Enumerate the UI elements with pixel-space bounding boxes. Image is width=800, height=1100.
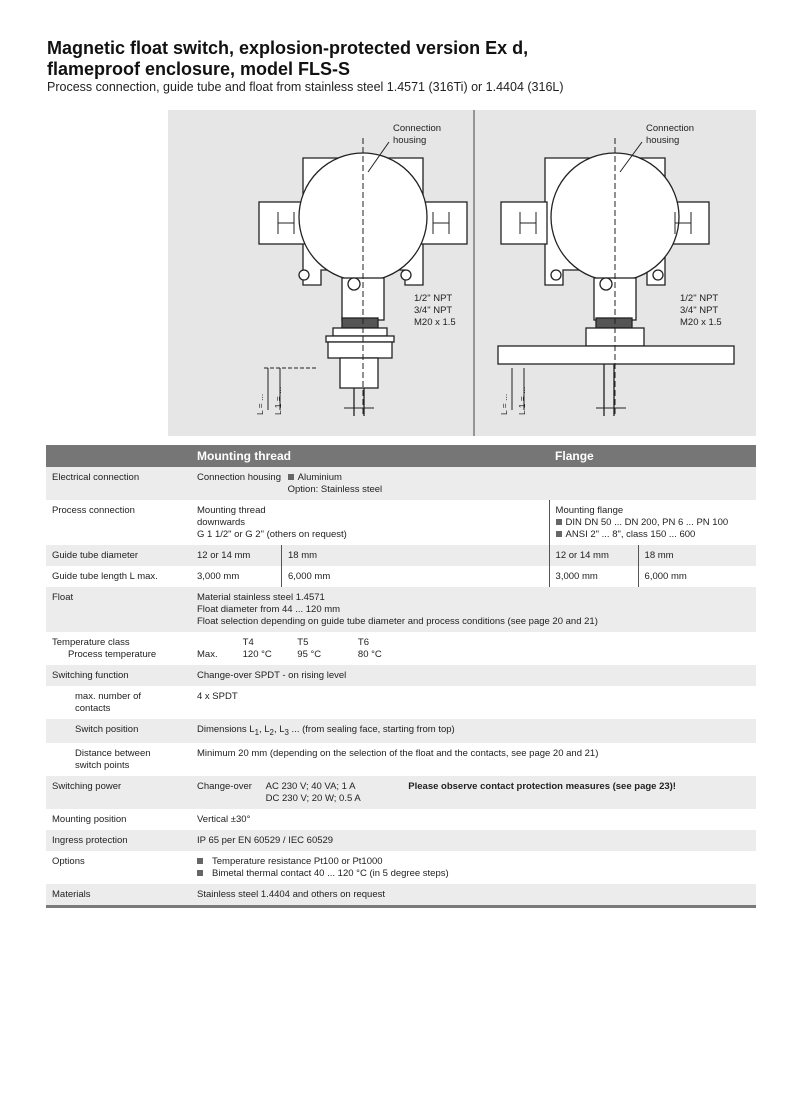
row-options: Options Temperature resistance Pt100 or Pt1000 Bimetal thermal contact 40 ... 120 °C (in 5 degree steps) (52, 855, 449, 879)
page-title (47, 38, 528, 80)
row-switching-function: Switching function Change-over SPDT - on rising level (46, 665, 756, 686)
title-line-1: Magnetic float switch, explosion-protected version Ex d, (47, 38, 529, 58)
row-materials: Materials Stainless steel 1.4404 and others on request (46, 884, 756, 907)
row-distance: Distance between switch points Minimum 20 mm (depending on the selection of the float and the contacts, see page 20 and 21) (75, 747, 599, 771)
drawing-svg (168, 110, 756, 436)
left-housing-label: Connection housing (393, 123, 442, 146)
right-dim-l: L = ... (499, 393, 509, 415)
row-process-connection: Process connection Mounting thread downwards G 1 1/2" or G 2" (others on request) Mounting flange DIN DN 50 ... DN 200, PN 6 ... PN 100 ANSI 2" ... 8", class 150 ... 600 (46, 500, 756, 545)
technical-drawing (168, 110, 756, 436)
row-ingress: Ingress protection IP 65 per EN 60529 / IEC 60529 (46, 830, 756, 851)
page-subtitle: Process connection, guide tube and float from stainless steel 1.4571 (316Ti) or 1.4404 (316L) (47, 80, 564, 94)
header-mounting-thread: Mounting thread (191, 445, 549, 467)
bullet-square-icon (197, 858, 203, 864)
table-header-row (46, 445, 756, 467)
bullet-square-icon (197, 870, 203, 876)
row-switching-power: Switching power Change-over AC 230 V; 40 VA; 1 A DC 230 V; 20 W; 0.5 A Please observe contact protection measures (see page 23)! (46, 776, 756, 809)
left-dim-l: L = ... (255, 393, 265, 415)
row-temperature: Temperature class Process temperature T4 T5 T6 Max. 120 °C 95 °C 80 °C (52, 637, 382, 660)
left-dim-l1: L 1 = ... (273, 386, 283, 415)
row-float: Float Material stainless steel 1.4571 Float diameter from 44 ... 120 mm Float selection depending on guide tube diameter and process conditions (see page 20 and 21) (46, 587, 756, 632)
row-guide-tube-diameter: Guide tube diameter 12 or 14 mm 18 mm 12 or 14 mm 18 mm (46, 545, 756, 566)
bullet-square-icon (288, 474, 294, 480)
bullet-square-icon (556, 519, 562, 525)
header-flange: Flange (549, 445, 756, 467)
row-mounting-position: Mounting position Vertical ±30° (52, 813, 251, 825)
title-line-2: flameproof enclosure, model FLS-S (47, 59, 351, 79)
row-electrical: Electrical connection Connection housing Aluminium Option: Stainless steel (46, 467, 756, 500)
row-switch-position: Switch position Dimensions $L_1$, $L_2$, $L_3$ ... (from sealing face, starting from top) (46, 719, 756, 743)
right-thread-labels: 1/2" NPT 3/4" NPT M20 x 1.5 (680, 293, 722, 328)
bullet-square-icon (556, 531, 562, 537)
right-dim-l1: L 1 = ... (517, 386, 527, 415)
right-device (498, 153, 734, 416)
left-thread-labels: 1/2" NPT 3/4" NPT M20 x 1.5 (414, 293, 456, 328)
right-housing-label: Connection housing (646, 123, 695, 146)
row-max-contacts: max. number of contacts 4 x SPDT (75, 691, 238, 714)
row-guide-tube-length: Guide tube length L max. 3,000 mm 6,000 mm 3,000 mm 6,000 mm (46, 566, 756, 587)
spec-table (46, 445, 756, 908)
